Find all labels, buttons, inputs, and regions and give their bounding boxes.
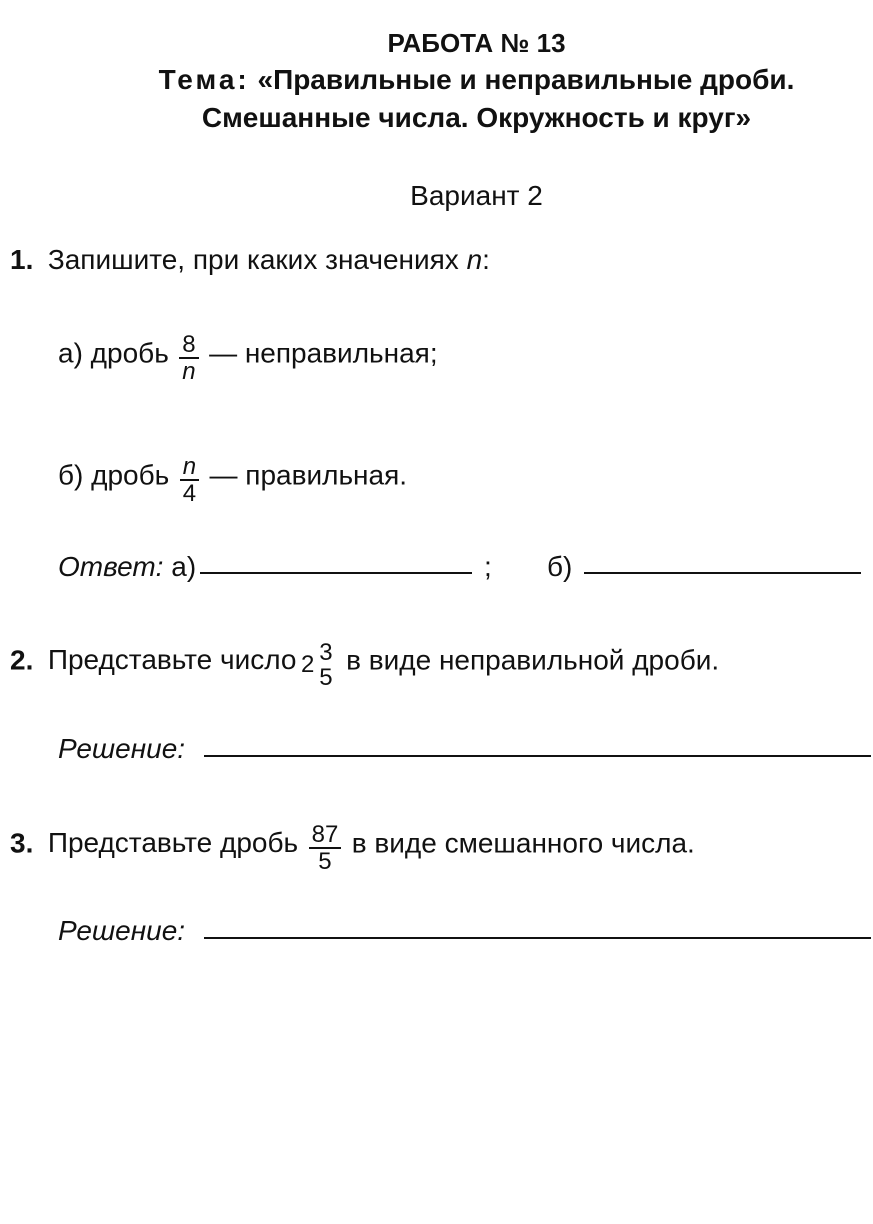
task-2-text-before: Представьте число [47, 644, 297, 676]
task-3-fraction [309, 822, 342, 874]
task-3-text-after: в виде смешанного числа. [351, 827, 695, 859]
task-1b-suffix: — правильная. [209, 459, 408, 491]
task-1-variable: n [466, 244, 483, 275]
task-3-solution-blank[interactable] [204, 937, 871, 939]
task-2-solution-blank[interactable] [204, 755, 871, 757]
answer-a-blank[interactable] [200, 572, 472, 574]
task-2-mixed-number [301, 640, 342, 690]
work-title: РАБОТА № 13 [387, 28, 566, 58]
answer-b-blank[interactable] [584, 572, 861, 574]
task-1a-suffix: — неправильная; [209, 337, 438, 369]
answer-row [58, 551, 196, 583]
task-2-denominator: 5 [319, 664, 333, 692]
task-2-prompt [10, 640, 719, 690]
task-3-numerator: 87 [309, 822, 342, 849]
answer-label: Ответ: [58, 551, 164, 582]
answer-separator: ; [484, 551, 492, 582]
topic-label: Тема: [158, 64, 250, 95]
answer-b-label: б) [547, 551, 573, 582]
task-1a [58, 332, 438, 384]
task-3-number: 3. [10, 827, 34, 859]
task-1-colon: : [482, 244, 490, 275]
task-1b-fraction [180, 454, 199, 506]
task-1a-denominator: n [182, 358, 196, 386]
task-1a-fraction [179, 332, 198, 384]
topic-text-1: «Правильные и неправильные дроби. [257, 64, 795, 95]
task-1b-label: б) дробь [58, 459, 170, 491]
task-1b [58, 454, 407, 506]
task-1b-numerator: n [180, 454, 199, 481]
task-2-number: 2. [10, 644, 34, 676]
task-1-prompt [10, 244, 490, 276]
task-1a-numerator: 8 [179, 332, 198, 359]
task-1-text: Запишите, при каких значениях [47, 244, 467, 275]
task-2-fraction [316, 640, 335, 690]
answer-a-label: а) [171, 551, 197, 582]
task-2-numerator: 3 [319, 639, 333, 666]
task-1-number: 1. [10, 244, 34, 275]
task-2-solution-label: Решение: [58, 733, 186, 764]
topic-line-1 [0, 64, 873, 96]
task-1b-denominator: 4 [182, 480, 197, 508]
topic-line-2: Смешанные числа. Окружность и круг» [201, 102, 752, 133]
task-3-prompt [10, 822, 695, 874]
task-3-text-before: Представьте дробь [47, 827, 299, 859]
task-2-whole: 2 [300, 651, 315, 679]
task-3-denominator: 5 [318, 848, 332, 876]
task-3-solution-label: Решение: [58, 915, 186, 946]
task-1a-label: а) дробь [58, 337, 169, 369]
task-2-text-after: в виде неправильной дроби. [346, 644, 720, 676]
variant-label: Вариант 2 [410, 180, 543, 211]
